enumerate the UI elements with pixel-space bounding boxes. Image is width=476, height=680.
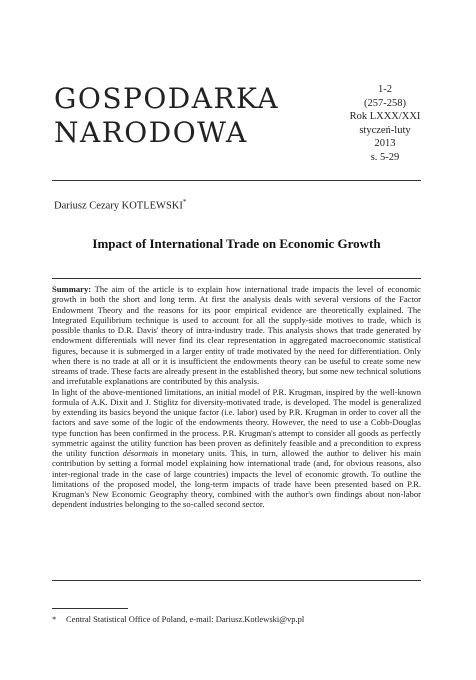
- summary-text-2a: In light of the above-mentioned limitations, an initial model of P.R. Krugman, inspired by the well-known formula of A.K. Dixit and J. Stiglitz for diversity-motivated trade, is developed. The model is generalized by extending its basics beyond the unique factor (i.e. labor) used by P.R. Krugman in order to cover all the factors and save some of the logic of the endowments theory. However, the need to use a Cobb-Douglas type function has been confirmed in the process. P.R. Krugman's attempt to consider all goods as perfectly symmetric against the utility function has been proven as definitely feasible and a precondition to express the utility function: [52, 386, 421, 458]
- summary-text-1: The aim of the article is to explain how international trade impacts the level of economic growth in both the short and long term. At first the analysis deals with several versions of the Factor Endowment Theory and the reasons for its poor empirical evidence are theoretically explained. The Integrated Equilibrium technique is used to account for all the supply-side motives to trade, which is possible thanks to D.R. Davis' theory of intra-industry trade. This analysis shows that trade generated by endowment differentials will never find its clear representation in aggregated macroeconomic statistical figures, because it is submerged in a larger entity of trade motivated by the need for differentiation. Only when there is no trade at all or it is insufficient the endowments theory can be useful to create some new streams of trade. These facts are already present in the established theory, but some new technical solutions and irrefutable explanations are contributed by this analysis.: [52, 284, 421, 387]
- author-footnote-mark: *: [182, 198, 187, 206]
- abstract-bottom-divider: [52, 580, 421, 581]
- footnote-text: Central Statistical Office of Poland, e-mail: Dariusz.Kotlewski@vp.pl: [66, 614, 305, 624]
- footnote-divider: [52, 608, 128, 609]
- summary-label: Summary:: [52, 284, 92, 294]
- issue-pub-year: 2013: [374, 138, 396, 150]
- abstract-top-divider: [52, 278, 421, 279]
- journal-title-line1: GOSPODARKA: [54, 82, 280, 115]
- summary-text-2b: in monetary units. This, in turn, allowed the author to deliver his main contribution by setting a formal model explaining how international trade (and, for obvious reasons, also inter-regional trade in the case of large countries) impacts the level of economic growth. To outline the limitations of the proposed model, the long-term impacts of trade have been presented based on P.R. Krugman's New Economic Geography theory, combined with the author's own findings about non-labor dependent industries belonging to the so-called second sector.: [52, 448, 421, 510]
- author-line: [54, 198, 186, 212]
- issue-year: Rok LXXX/XXI: [349, 111, 421, 123]
- issue-number: 1-2: [378, 84, 392, 95]
- abstract-paragraph-1: [52, 284, 421, 387]
- abstract-paragraph-2: [52, 387, 421, 510]
- header-divider: [52, 180, 421, 181]
- abstract: [52, 284, 421, 510]
- author-name: Dariusz Cezary KOTLEWSKI: [54, 200, 183, 212]
- footnote-mark: *: [52, 614, 57, 624]
- article-title: Impact of International Trade on Economic Growth: [92, 236, 381, 251]
- issue-sub-number: (257-258): [364, 97, 406, 109]
- issue-info: [340, 83, 430, 165]
- issue-pages: s. 5-29: [370, 151, 400, 163]
- summary-italic-term: désormais: [122, 448, 159, 458]
- issue-months: styczeń-luty: [359, 124, 411, 136]
- journal-title-line2: NARODOWA: [54, 116, 248, 149]
- journal-title: [54, 82, 314, 150]
- footnote: [52, 614, 421, 624]
